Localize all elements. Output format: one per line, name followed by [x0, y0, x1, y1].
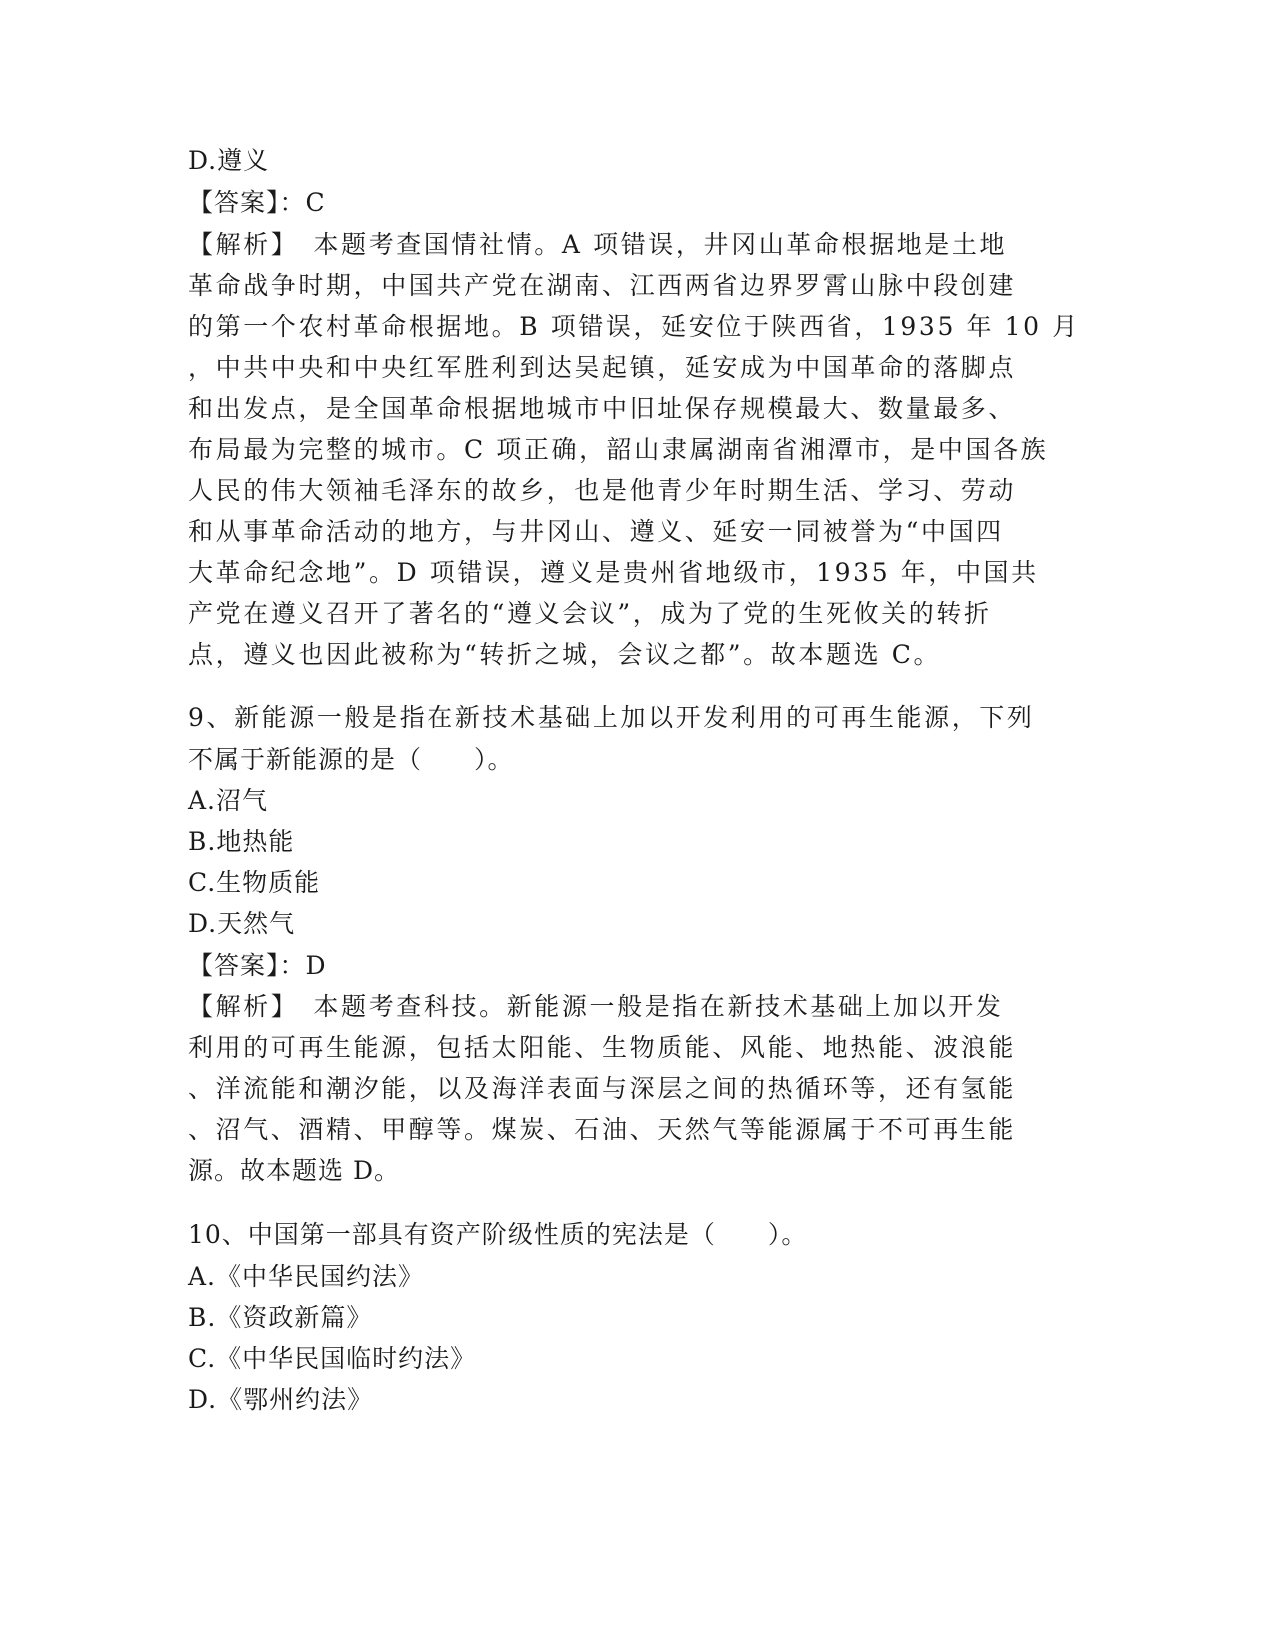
q9-answer: 【答案】：D	[188, 951, 327, 980]
q10-option-a: A.《中华民国约法》	[188, 1262, 425, 1291]
q9-analysis-line: 【解析】 本题考查科技。新能源一般是指在新技术基础上加以开发	[188, 992, 1004, 1021]
prev-option-d: D.遵义	[188, 146, 270, 175]
q9-stem-line: 9、新能源一般是指在新技术基础上加以开发利用的可再生能源，下列	[188, 703, 1035, 732]
q9-option-c: C.生物质能	[188, 868, 321, 897]
q10-option-c: C.《中华民国临时约法》	[188, 1344, 477, 1373]
q9-analysis-line: 、沼气、酒精、甲醇等。煤炭、石油、天然气等能源属于不可再生能	[188, 1115, 1017, 1144]
prev-analysis-line: 点，遵义也因此被称为“转折之城，会议之都”。故本题选 C。	[188, 640, 942, 669]
prev-analysis-line: 革命战争时期，中国共产党在湖南、江西两省边界罗霄山脉中段创建	[188, 271, 1017, 300]
prev-analysis-line: ，中共中央和中央红军胜利到达吴起镇，延安成为中国革命的落脚点	[188, 353, 1017, 382]
prev-analysis-line: 和出发点，是全国革命根据地城市中旧址保存规模最大、数量最多、	[188, 394, 1017, 423]
q9-option-d: D.天然气	[188, 909, 296, 938]
prev-analysis-line: 产党在遵义召开了著名的“遵义会议”，成为了党的生死攸关的转折	[188, 599, 992, 628]
prev-answer: 【答案】：C	[188, 188, 326, 217]
q9-analysis-line: 、洋流能和潮汐能，以及海洋表面与深层之间的热循环等，还有氢能	[188, 1074, 1017, 1103]
prev-analysis-line: 大革命纪念地”。D 项错误，遵义是贵州省地级市，1935 年，中国共	[188, 558, 1039, 587]
prev-analysis-line: 人民的伟大领袖毛泽东的故乡，也是他青少年时期生活、学习、劳动	[188, 476, 1017, 505]
prev-analysis-line: 【解析】 本题考查国情社情。A 项错误，井冈山革命根据地是土地	[188, 230, 1008, 259]
q9-option-a: A.沼气	[188, 786, 269, 815]
q10-option-b: B.《资政新篇》	[188, 1303, 373, 1332]
q10-stem: 10、中国第一部具有资产阶级性质的宪法是（ ）。	[188, 1220, 808, 1249]
prev-analysis-line: 布局最为完整的城市。C 项正确，韶山隶属湖南省湘潭市，是中国各族	[188, 435, 1049, 464]
q9-analysis-line: 利用的可再生能源，包括太阳能、生物质能、风能、地热能、波浪能	[188, 1033, 1017, 1062]
prev-analysis-line: 的第一个农村革命根据地。B 项错误，延安位于陕西省，1935 年 10 月	[188, 312, 1080, 341]
q9-analysis-line: 源。故本题选 D。	[188, 1156, 400, 1185]
q9-option-b: B.地热能	[188, 827, 295, 856]
prev-analysis-line: 和从事革命活动的地方，与井冈山、遵义、延安一同被誉为“中国四	[188, 517, 1004, 546]
q10-option-d: D.《鄂州约法》	[188, 1385, 374, 1414]
q9-stem-line: 不属于新能源的是（ ）。	[188, 745, 514, 774]
